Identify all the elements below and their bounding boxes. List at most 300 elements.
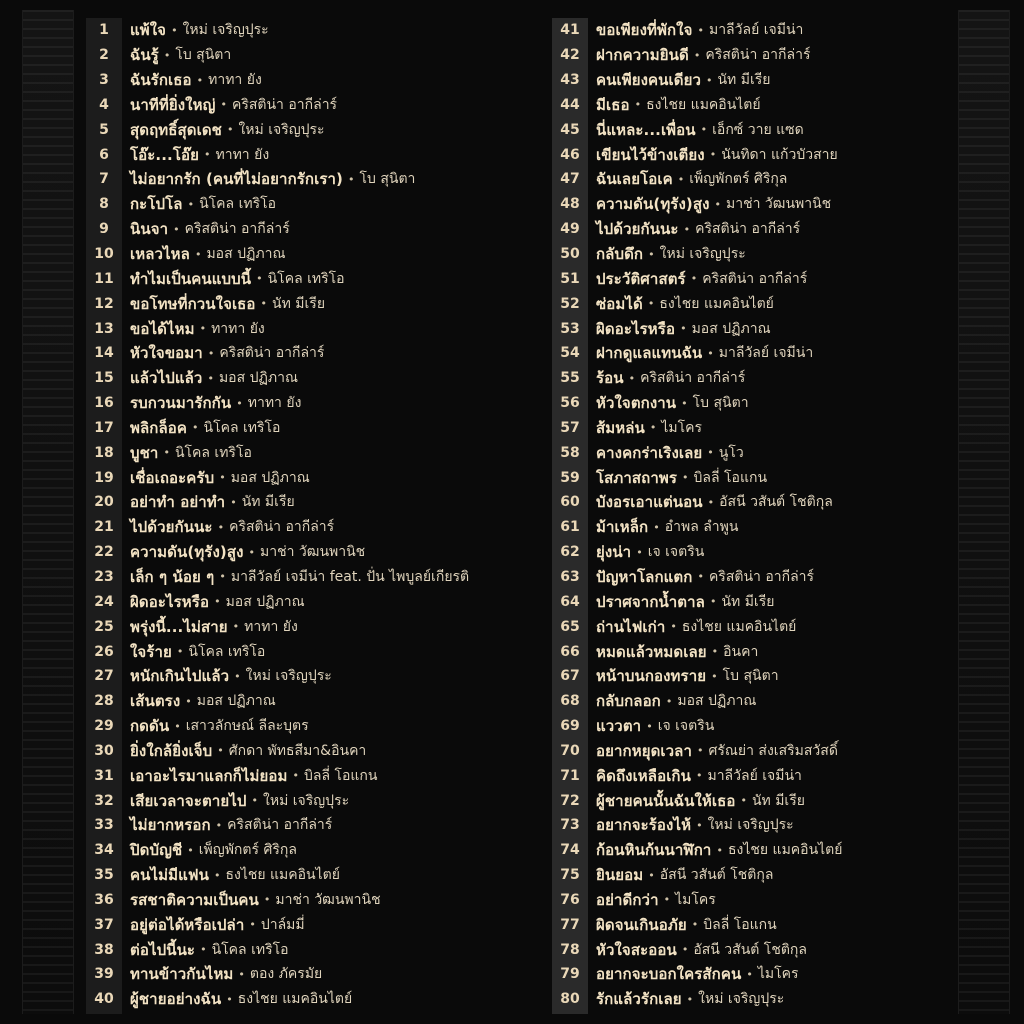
track-title: หัวใจตกงาน	[596, 394, 677, 413]
track-title: ฉันรู้	[130, 46, 159, 65]
bullet-separator: •	[248, 545, 256, 559]
track-number: 7	[99, 171, 109, 188]
bullet-separator: •	[187, 197, 195, 211]
track-artist: นัท มีเรีย	[721, 593, 775, 610]
track-artist: คริสติน่า อากีล่าร์	[231, 96, 338, 113]
track-title: คนไม่มีแฟน	[130, 866, 209, 885]
track-artist: อัสนี วสันต์ โชติกุล	[719, 494, 833, 511]
bullet-separator: •	[628, 371, 636, 385]
track-number: 76	[560, 891, 580, 908]
tracklist-column-left	[86, 18, 469, 1012]
track-number: 79	[560, 966, 580, 983]
track-artist: คริสติน่า อากีล่าร์	[705, 47, 811, 64]
track-number: 77	[560, 916, 580, 933]
track-title: ความดัน(ทุรัง)สูง	[130, 543, 244, 562]
bullet-separator: •	[705, 73, 713, 87]
bullet-separator: •	[192, 421, 199, 435]
track-row	[552, 962, 842, 987]
track-artist: เจ เจตริน	[647, 544, 705, 561]
track-title: รักแล้วรักเลย	[596, 990, 682, 1009]
bullet-separator: •	[653, 520, 660, 534]
track-number: 17	[94, 419, 114, 436]
track-artist: มอส ปฏิภาณ	[677, 693, 757, 710]
track-number: 46	[560, 146, 580, 163]
track-number: 59	[560, 469, 580, 486]
bullet-separator: •	[716, 843, 723, 857]
track-number: 30	[94, 742, 114, 759]
track-artist: ธงไชย แมคอินไตย์	[681, 618, 797, 635]
track-row	[86, 738, 469, 763]
bullet-separator: •	[707, 495, 715, 509]
track-artist: นิโคล เทริโอ	[174, 444, 252, 461]
track-artist: มาช่า วัฒนพานิช	[275, 891, 381, 908]
track-number: 15	[94, 370, 114, 387]
track-row	[552, 689, 842, 714]
track-row	[552, 614, 842, 639]
track-row	[86, 664, 469, 689]
track-title: บูชา	[130, 443, 159, 462]
track-row	[86, 912, 469, 937]
track-artist: อัสนี วสันต์ โชติกุล	[659, 867, 774, 884]
track-artist: เอ็กซ์ วาย แซด	[712, 121, 804, 138]
track-number: 40	[94, 991, 114, 1008]
track-number: 72	[560, 792, 580, 809]
bullet-separator: •	[681, 396, 688, 410]
bullet-separator: •	[219, 471, 226, 485]
bullet-separator: •	[634, 98, 642, 112]
track-title: แพ้ใจ	[130, 21, 167, 40]
track-number: 35	[94, 867, 114, 884]
track-row	[552, 714, 842, 739]
track-artist: อัสนี วสันต์ โชติกุล	[693, 941, 807, 958]
track-artist: บิลลี่ โอแกน	[703, 916, 777, 933]
bullet-separator: •	[256, 272, 263, 286]
track-artist: โบ สุนิตา	[692, 395, 749, 412]
bullet-separator: •	[707, 346, 714, 360]
track-artist: ทาทา ยัง	[247, 395, 302, 412]
track-title: สุดฤทธิ์สุดเดช	[130, 120, 222, 139]
track-number: 16	[94, 395, 114, 412]
bullet-separator: •	[711, 669, 718, 683]
bullet-separator: •	[230, 495, 237, 509]
track-title: กลับดึก	[596, 245, 644, 264]
track-number: 11	[94, 270, 114, 287]
bullet-separator: •	[682, 471, 689, 485]
track-artist: อินคา	[723, 643, 759, 660]
track-artist: บิลลี่ โอแกน	[693, 469, 768, 486]
track-number: 12	[94, 295, 114, 312]
track-number: 78	[560, 941, 580, 958]
track-row	[552, 888, 842, 913]
track-title: ผิดจนเกินอภัย	[596, 915, 687, 934]
bullet-separator: •	[740, 794, 747, 808]
track-number: 19	[94, 469, 114, 486]
track-number: 9	[99, 221, 109, 238]
track-row	[86, 788, 469, 813]
track-artist: ธงไชย แมคอินไตย์	[727, 842, 843, 859]
track-artist: ทาทา ยัง	[215, 146, 270, 163]
track-artist: ใหม่ เจริญปุระ	[698, 991, 785, 1008]
bullet-separator: •	[226, 123, 234, 137]
track-title: กดดัน	[130, 717, 170, 736]
track-title: แววตา	[596, 717, 642, 736]
track-row	[86, 192, 469, 217]
track-number: 80	[560, 991, 580, 1008]
track-title: ฉันรักเธอ	[130, 71, 192, 90]
bullet-separator: •	[649, 421, 657, 435]
track-title: คนเพียงคนเดียว	[596, 71, 701, 90]
track-title: ขอเพียงที่พักใจ	[596, 21, 693, 40]
bullet-separator: •	[746, 967, 753, 981]
track-artist: โบ สุนิตา	[175, 47, 232, 64]
bullet-separator: •	[236, 396, 243, 410]
track-title: ผิดอะไรหรือ	[130, 592, 210, 611]
track-number: 44	[560, 96, 580, 113]
track-artist: ศักดา พัทธสีมา&อินคา	[228, 742, 367, 759]
track-row	[552, 515, 842, 540]
track-number: 27	[94, 668, 114, 685]
track-row	[86, 490, 469, 515]
track-row	[86, 614, 469, 639]
track-row	[86, 689, 469, 714]
track-artist: ปาล์มมี่	[260, 916, 305, 933]
track-artist: อำพล ลำพูน	[664, 519, 739, 536]
track-number: 24	[94, 593, 114, 610]
tracklist-column-right	[552, 18, 842, 1012]
track-number: 55	[560, 370, 580, 387]
track-artist: ใหม่ เจริญปุระ	[238, 121, 325, 138]
bullet-separator: •	[709, 595, 717, 609]
bullet-separator: •	[648, 247, 655, 261]
track-row	[552, 192, 842, 217]
track-artist: มาลีวัลย์ เจมีน่า	[707, 767, 802, 784]
track-title: อยากจะบอกใครสักคน	[596, 965, 742, 984]
track-title: เขียนไว้ข้างเตียง	[596, 145, 705, 164]
bullet-separator: •	[207, 371, 214, 385]
bullet-separator: •	[707, 446, 714, 460]
track-number: 8	[99, 196, 109, 213]
track-artist: มาลีวัลย์ เจมีน่า	[708, 22, 804, 39]
track-number: 10	[94, 246, 114, 263]
track-number: 57	[560, 419, 580, 436]
track-number: 47	[560, 171, 580, 188]
track-title: ผิดอะไรหรือ	[596, 319, 676, 338]
track-number: 22	[94, 544, 114, 561]
track-artist: คริสติน่า อากีล่าร์	[229, 519, 335, 536]
bullet-separator: •	[173, 222, 180, 236]
track-title: ยินยอม	[596, 866, 644, 885]
track-title: ทานข้าวกันไหม	[130, 965, 234, 984]
track-row	[86, 962, 469, 987]
bullet-separator: •	[681, 943, 689, 957]
track-number: 29	[94, 718, 114, 735]
track-row	[86, 117, 469, 142]
track-row	[552, 863, 842, 888]
track-artist: นิโคล เทริโอ	[188, 643, 266, 660]
bullet-separator: •	[174, 719, 181, 733]
track-artist: ใหม่ เจริญปุระ	[182, 22, 269, 39]
track-number: 52	[560, 295, 580, 312]
track-row	[86, 142, 469, 167]
track-artist: ทาทา ยัง	[208, 72, 262, 89]
track-number: 53	[560, 320, 580, 337]
right-ornament-border	[958, 10, 1010, 1014]
track-row	[86, 813, 469, 838]
track-artist: มอส ปฏิภาณ	[206, 246, 286, 263]
track-title: เหลวไหล	[130, 245, 190, 264]
track-artist: มาลีวัลย์ เจมีน่า feat. ปั่น ไพบูลย์เกียรติ	[230, 568, 470, 585]
bullet-separator: •	[187, 843, 194, 857]
track-artist: มาช่า วัฒนพานิช	[260, 544, 366, 561]
bullet-separator: •	[695, 769, 703, 783]
track-number: 69	[560, 718, 580, 735]
track-number: 31	[94, 767, 114, 784]
track-number: 58	[560, 444, 580, 461]
track-row	[552, 639, 842, 664]
bullet-separator: •	[709, 148, 717, 162]
bullet-separator: •	[646, 719, 653, 733]
track-row	[86, 987, 469, 1012]
track-title: ไม่ยากหรอก	[130, 816, 211, 835]
track-row	[552, 664, 842, 689]
track-title: ใจร้าย	[130, 642, 172, 661]
bullet-separator: •	[670, 620, 677, 634]
track-number: 51	[560, 270, 580, 287]
bullet-separator: •	[665, 694, 673, 708]
bullet-separator: •	[683, 222, 691, 236]
track-artist: บิลลี่ โอแกน	[303, 767, 378, 784]
track-row	[552, 391, 842, 416]
track-title: เส้นตรง	[130, 692, 181, 711]
track-title: รบกวนมารักกัน	[130, 394, 232, 413]
track-artist: มอส ปฏิภาณ	[691, 320, 771, 337]
track-number: 1	[99, 22, 109, 39]
bullet-separator: •	[226, 992, 233, 1006]
track-artist: นูโว	[718, 444, 744, 461]
track-row	[86, 18, 469, 43]
track-row	[86, 639, 469, 664]
track-number: 49	[560, 221, 580, 238]
bullet-separator: •	[711, 645, 719, 659]
track-artist: มอส ปฏิภาณ	[218, 370, 298, 387]
track-number: 13	[94, 320, 114, 337]
track-artist: นิโคล เทริโอ	[203, 419, 281, 436]
track-title: ขอโทษที่กวนใจเธอ	[130, 294, 256, 313]
track-number: 68	[560, 693, 580, 710]
track-title: พรุ่งนี้...ไม่สาย	[130, 617, 228, 636]
track-number: 48	[560, 196, 580, 213]
track-row	[86, 291, 469, 316]
track-row	[86, 714, 469, 739]
track-title: นาทีที่ยิ่งใหญ่	[130, 95, 216, 114]
track-artist: ธงไชย แมคอินไตย์	[225, 867, 340, 884]
bullet-separator: •	[196, 73, 204, 87]
left-ornament-border	[22, 10, 74, 1014]
track-title: อยู่ต่อได้หรือเปล่า	[130, 915, 245, 934]
track-row	[86, 440, 469, 465]
track-row	[86, 838, 469, 863]
track-artist: ธงไชย แมคอินไตย์	[237, 991, 353, 1008]
track-number: 62	[560, 544, 580, 561]
track-title: ขอได้ไหม	[130, 319, 195, 338]
track-artist: คริสติน่า อากีล่าร์	[708, 568, 815, 585]
track-title: กะโปโล	[130, 195, 183, 214]
track-row	[86, 465, 469, 490]
bullet-separator: •	[347, 172, 355, 186]
bullet-separator: •	[697, 744, 704, 758]
bullet-separator: •	[234, 669, 241, 683]
track-number: 61	[560, 519, 580, 536]
track-artist: มอส ปฏิภาณ	[230, 469, 310, 486]
bullet-separator: •	[215, 818, 223, 832]
bullet-separator: •	[697, 570, 704, 584]
track-row	[86, 888, 469, 913]
track-title: ผู้ชายอย่างฉัน	[130, 990, 222, 1009]
track-row	[86, 589, 469, 614]
track-title: ประวัติศาสตร์	[596, 269, 686, 288]
track-row	[552, 838, 842, 863]
track-row	[552, 440, 842, 465]
track-artist: มอส ปฏิภาณ	[196, 693, 276, 710]
track-title: ซ่อมได้	[596, 294, 643, 313]
track-title: หน้าบนกองทราย	[596, 667, 707, 686]
track-artist: เพ็ญพักตร์ ศิริกุล	[198, 842, 297, 859]
track-title: ฝากความยินดี	[596, 46, 689, 65]
track-row	[552, 987, 842, 1012]
track-artist: นัท มีเรีย	[751, 792, 805, 809]
track-artist: ทาทา ยัง	[244, 618, 298, 635]
bullet-separator: •	[292, 769, 299, 783]
track-title: ปิดบัญชี	[130, 841, 183, 860]
track-number: 66	[560, 643, 580, 660]
bullet-separator: •	[194, 247, 202, 261]
bullet-separator: •	[260, 297, 268, 311]
track-title: เอาอะไรมาแลกก็ไม่ยอม	[130, 766, 288, 785]
track-number: 34	[94, 842, 114, 859]
track-row	[552, 142, 842, 167]
track-number: 42	[560, 47, 580, 64]
track-artist: ธงไชย แมคอินไตย์	[659, 295, 774, 312]
track-number: 67	[560, 668, 580, 685]
bullet-separator: •	[199, 322, 207, 336]
track-row	[552, 763, 842, 788]
track-number: 23	[94, 568, 114, 585]
track-title: อยากหยุดเวลา	[596, 741, 692, 760]
track-artist: คริสติน่า อากีล่าร์	[702, 270, 808, 287]
bullet-separator: •	[636, 545, 643, 559]
track-title: ฝากดูแลแทนฉัน	[596, 344, 703, 363]
bullet-separator: •	[714, 197, 722, 211]
bullet-separator: •	[696, 818, 703, 832]
track-artist: ใหม่ เจริญปุระ	[659, 246, 746, 263]
track-title: เชื่อเถอะครับ	[130, 468, 215, 487]
track-artist: ศรัณย่า ส่งเสริมสวัสดิ์	[708, 742, 838, 759]
bullet-separator: •	[648, 868, 655, 882]
track-number: 41	[560, 22, 580, 39]
track-title: หนักเกินไปแล้ว	[130, 667, 230, 686]
track-row	[86, 763, 469, 788]
track-number: 43	[560, 72, 580, 89]
track-artist: คริสติน่า อากีล่าร์	[227, 817, 333, 834]
track-number: 28	[94, 693, 114, 710]
track-artist: ตอง ภัครมัย	[249, 966, 323, 983]
track-title: เสียเวลาจะตายไป	[130, 791, 247, 810]
bullet-separator: •	[185, 694, 192, 708]
track-artist: นันทิดา แก้วบัวสาย	[721, 146, 838, 163]
track-title: คางคกร่าเริงเลย	[596, 443, 703, 462]
track-number: 18	[94, 444, 114, 461]
track-title: หมดแล้วหมดเลย	[596, 642, 707, 661]
track-title: ผู้ชายคนนั้นฉันให้เธอ	[596, 791, 736, 810]
bullet-separator: •	[217, 520, 225, 534]
track-row	[552, 490, 842, 515]
track-artist: คริสติน่า อากีล่าร์	[184, 221, 290, 238]
track-number: 5	[99, 121, 109, 138]
track-row	[552, 813, 842, 838]
track-number: 21	[94, 519, 114, 536]
track-number: 37	[94, 916, 114, 933]
track-title: พลิกล็อค	[130, 418, 187, 437]
track-row	[86, 937, 469, 962]
track-number: 38	[94, 941, 114, 958]
bullet-separator: •	[219, 570, 226, 584]
track-artist: มาช่า วัฒนพานิช	[726, 196, 832, 213]
track-number: 14	[94, 345, 114, 362]
track-artist: ใหม่ เจริญปุระ	[245, 668, 332, 685]
bullet-separator: •	[697, 23, 704, 37]
track-row	[86, 416, 469, 441]
track-title: ต่อไปนี้นะ	[130, 940, 196, 959]
bullet-separator: •	[680, 322, 687, 336]
track-number: 75	[560, 867, 580, 884]
track-title: นี่แหละ...เพื่อน	[596, 120, 696, 139]
track-number: 20	[94, 494, 114, 511]
track-artist: นิโคล เทริโอ	[267, 270, 345, 287]
track-title: ความดัน(ทุรัง)สูง	[596, 195, 710, 214]
track-title: อยากจะร้องไห้	[596, 816, 692, 835]
bullet-separator: •	[200, 943, 207, 957]
track-title: โอ๊ะ...โอ๊ย	[130, 145, 199, 164]
track-artist: นัท มีเรีย	[241, 494, 295, 511]
track-row	[552, 167, 842, 192]
bullet-separator: •	[238, 967, 245, 981]
track-row	[552, 291, 842, 316]
track-number: 25	[94, 618, 114, 635]
bullet-separator: •	[700, 123, 708, 137]
track-row	[552, 68, 842, 93]
track-title: โสภาสถาพร	[596, 468, 678, 487]
track-title: ก้อนหินก้นนาฬิกา	[596, 841, 712, 860]
bullet-separator: •	[203, 148, 211, 162]
track-number: 4	[99, 96, 109, 113]
track-row	[552, 465, 842, 490]
track-artist: ใหม่ เจริญปุระ	[707, 817, 794, 834]
track-row	[552, 217, 842, 242]
track-row	[86, 540, 469, 565]
track-title: ไม่อยากรัก (คนที่ไม่อยากรักเรา)	[130, 170, 343, 189]
track-number: 74	[560, 842, 580, 859]
track-row	[86, 366, 469, 391]
track-number: 50	[560, 246, 580, 263]
track-number: 64	[560, 593, 580, 610]
track-artist: นิโคล เทริโอ	[211, 941, 289, 958]
bullet-separator: •	[663, 893, 671, 907]
track-number: 54	[560, 345, 580, 362]
track-row	[552, 242, 842, 267]
track-row	[552, 366, 842, 391]
track-artist: นัท มีเรีย	[717, 72, 771, 89]
track-row	[552, 738, 842, 763]
